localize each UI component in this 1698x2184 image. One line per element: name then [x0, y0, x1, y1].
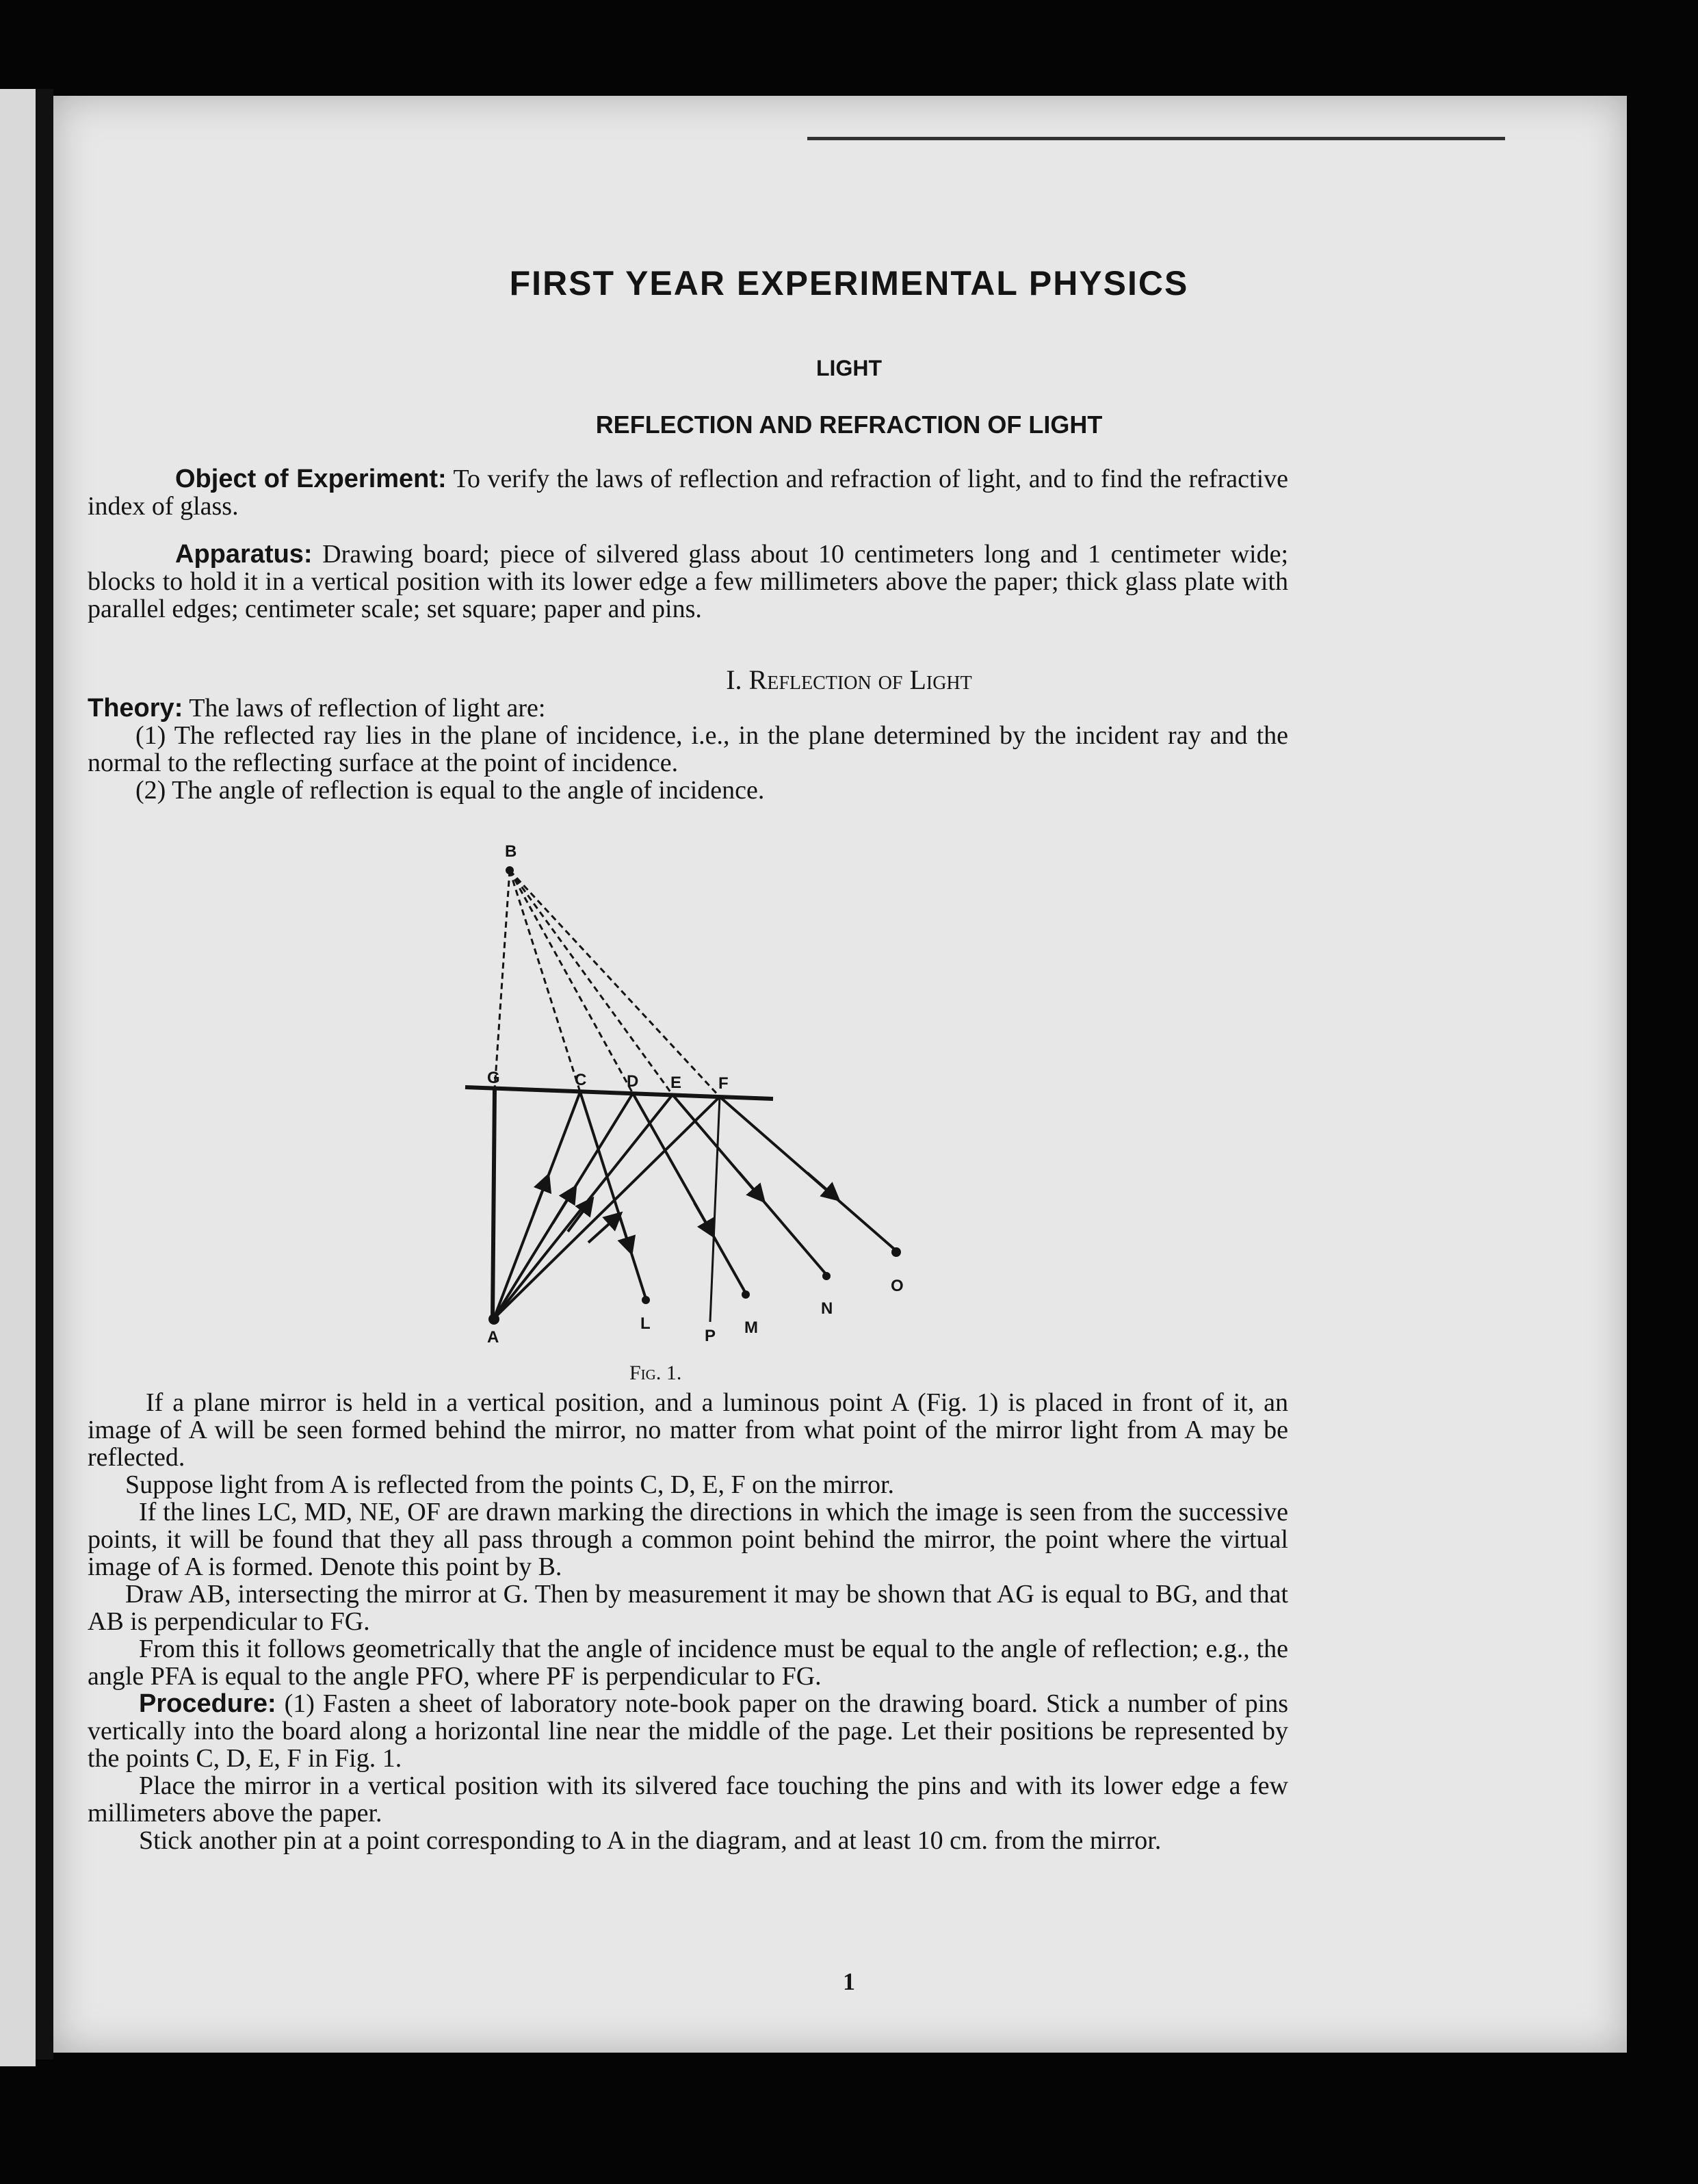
- procedure-label: Procedure:: [139, 1689, 276, 1718]
- label-f: F: [718, 1074, 729, 1093]
- procedure-paragraph: Procedure: (1) Fasten a sheet of laboratory note-book paper on the drawing board. Stick a number of pins vertically into the board along a horizontal line near the middle of the page. Let their positions be represented by the points C, D, E, F in Fig. 1.: [88, 1689, 1289, 1773]
- label-c: C: [575, 1071, 587, 1089]
- line-be: [510, 870, 672, 1095]
- apparatus-paragraph: [88, 541, 1288, 623]
- procedure-paragraph: Stick another pin at a point corresponding to A in the diagram, and at least 10 cm. from the mirror.: [139, 1826, 1162, 1855]
- section-title: I. Reflection of Light: [726, 664, 972, 695]
- label-a: A: [487, 1328, 499, 1347]
- theory-intro: Theory: The laws of reflection of light are:: [88, 694, 546, 723]
- body-paragraph: From this it follows geometrically that the angle of incidence must be equal to the angle of reflection; e.g., the angle PFA is equal to the angle PFO, where PF is perpendicular to FG.: [88, 1635, 1288, 1691]
- label-m: M: [744, 1318, 758, 1337]
- label-p: P: [705, 1327, 716, 1345]
- experiment-heading: REFLECTION AND REFRACTION OF LIGHT: [595, 411, 1103, 439]
- label-g: G: [487, 1069, 500, 1087]
- page-gutter: [36, 89, 53, 2059]
- page-title: FIRST YEAR EXPERIMENTAL PHYSICS: [509, 264, 1189, 302]
- body-paragraph: Draw AB, intersecting the mirror at G. Then by measurement it may be shown that AG is equal to BG, and that AB is perpendicular to FG.: [88, 1580, 1288, 1636]
- theory-block: [88, 694, 1288, 804]
- label-n: N: [821, 1299, 833, 1318]
- label-o: O: [891, 1277, 904, 1295]
- object-paragraph: [88, 465, 1288, 520]
- subject-heading: LIGHT: [816, 356, 882, 380]
- line-bf: [510, 870, 720, 1097]
- reflection-diagram: [438, 835, 917, 1362]
- theory-law-2: (2) The angle of reflection is equal to the angle of incidence.: [135, 776, 765, 805]
- body-paragraph: If a plane mirror is held in a vertical position, and a luminous point A (Fig. 1) is placed in front of it, an image of A will be seen formed behind the mirror, no matter from what point of the mirror light from A may be reflected.: [88, 1388, 1288, 1472]
- ray-af: [494, 1097, 720, 1318]
- object-label: Object of Experiment:: [175, 465, 447, 493]
- label-b: B: [505, 842, 517, 861]
- procedure-paragraph: Place the mirror in a vertical position with its silvered face touching the pins and with its lower edge a few millimeters above the paper.: [88, 1771, 1288, 1828]
- theory-label: Theory:: [88, 694, 183, 723]
- page-number: 1: [843, 1968, 855, 1995]
- body-paragraph: Suppose light from A is reflected from the points C, D, E, F on the mirror.: [125, 1470, 895, 1499]
- label-l: L: [640, 1314, 651, 1333]
- theory-law-1: (1) The reflected ray lies in the plane of incidence, i.e., in the plane determined by the incident ray and the normal to the reflecting surface at the point of incidence.: [88, 721, 1288, 777]
- line-ag: [493, 1090, 495, 1321]
- label-e: E: [670, 1074, 682, 1092]
- adjacent-page-edge: [0, 89, 36, 2066]
- line-bg: [495, 870, 510, 1090]
- ray-ae: [494, 1095, 672, 1318]
- ray-dm: [633, 1093, 746, 1293]
- body-text: [88, 1389, 1288, 1854]
- line-pf: [710, 1097, 720, 1322]
- apparatus-label: Apparatus:: [175, 540, 313, 569]
- line-bd: [510, 870, 633, 1093]
- label-d: D: [627, 1072, 639, 1091]
- object-text: To verify the laws of reflection and refraction of light, and to find the refractive index of glass.: [88, 465, 1288, 521]
- apparatus-text: Drawing board; piece of silvered glass about 10 centimeters long and 1 centimeter wide; blocks to hold it in a vertical position with its lower edge a few millimeters above the paper; thick glass plate with parallel edges; centimeter scale; set square; paper and pins.: [88, 540, 1288, 623]
- figure-caption: Fig. 1.: [629, 1362, 682, 1384]
- line-bc: [510, 870, 580, 1092]
- top-rule: [807, 137, 1505, 140]
- body-paragraph: If the lines LC, MD, NE, OF are drawn marking the directions in which the image is seen from the successive points, it will be found that they all pass through a common point behind the mirror, the point where the virtual image of A is formed. Denote this point by B.: [88, 1498, 1288, 1581]
